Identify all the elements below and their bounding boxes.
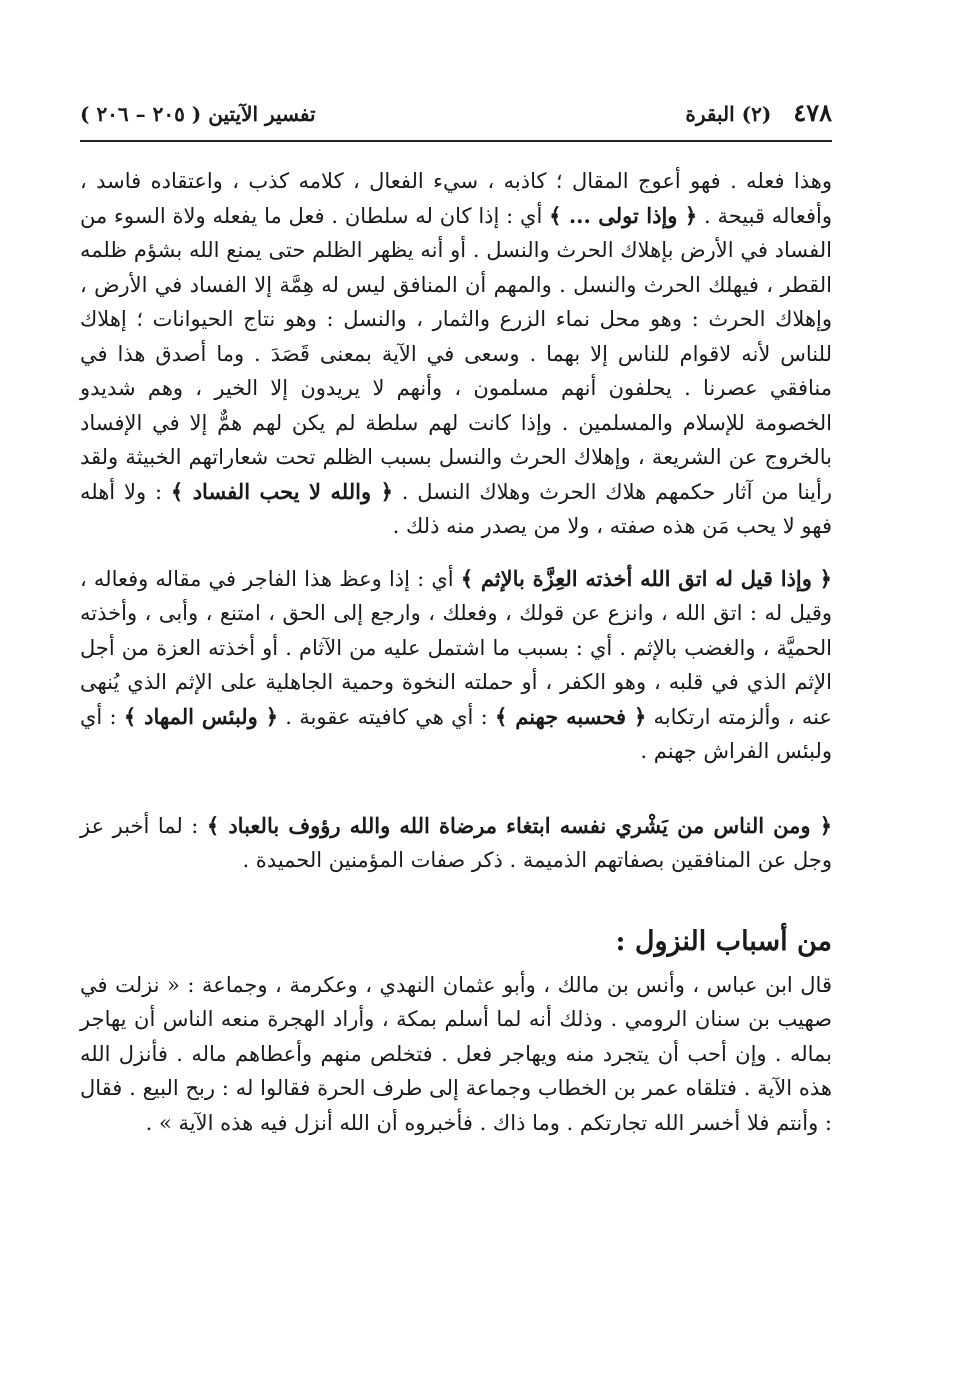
quran-quote: ﴿ فحسبه جهنم ﴾ (495, 703, 647, 729)
text-run: : أي ولبئس الفراش جهنم . (80, 704, 832, 763)
text-run: وهذا فعله . فهو أعوج المقال ؛ كاذبه ، سيء الفعال ، كلامه كذب ، واعتقاده فاسد ، وأفعاله قبيحة . (80, 169, 832, 228)
page-number: ٤٧٨ (793, 98, 832, 127)
header-right (685, 98, 832, 127)
quran-quote: ﴿ وإذا تولى ... ﴾ (549, 202, 698, 228)
quran-quote: ﴿ ومن الناس من يَشْري نفسه ابتغاء مرضاة الله والله رؤوف بالعباد ﴾ (206, 812, 833, 838)
section-title: تفسير الآيتين ( ٢٠٥ – ٢٠٦ ) (80, 102, 316, 126)
text-run: : لما أخبر عز وجل عن المنافقين بصفاتهم الذميمة . ذكر صفات المؤمنين الحميدة . (80, 813, 832, 872)
surah-name: (٢) البقرة (685, 102, 772, 126)
text-run: : ولا أهله فهو لا يحب مَن هذه صفته ، ولا من يصدر منه ذلك . (80, 479, 832, 538)
quran-quote: ﴿ وإذا قيل له اتق الله أخذته العِزَّة بالإثم ﴾ (460, 565, 832, 591)
quran-quote: ﴿ والله لا يحب الفساد ﴾ (170, 478, 393, 504)
quran-quote: ﴿ ولبئس المهاد ﴾ (123, 703, 279, 729)
paragraph-1 (80, 164, 832, 544)
text-run: أي : إذا كان له سلطان . فعل ما يفعله ولاة السوء من الفساد في الأرض بإهلاك الحرث والنسل . أو أنه يظهر الظلم حتى يمنع الله بشؤم ظلمه القطر ، فيهلك الحرث والنسل . والمهم أن المنافق ليس له هِمَّة إلا الفساد في الأرض ، وإهلاك الحرث : وهو محل نماء الزرع والثمار ، والنسل : وهو نتاج الحيوانات ؛ إهلاك للناس لأنه لاقوام للناس إلا بهما . وسعى في الآية بمعنى قَصَدَ . وما أصدق هذا في منافقي عصرنا . يحلفون أنهم مسلمون ، وأنهم لا يريدون إلا الخير ، وهم شديدو الخصومة للإسلام والمسلمين . وإذا كانت لهم سلطة لم يكن لهم همٌّ إلا في الإفساد بالخروج عن الشريعة ، وإهلاك الحرث والنسل بسبب الظلم تحت شعاراتهم الخبيثة ولقد رأينا من آثار حكمهم هلاك الحرث وهلاك النسل . (80, 203, 832, 504)
book-page (80, 98, 832, 1140)
paragraph-4: قال ابن عباس ، وأنس بن مالك ، وأبو عثمان النهدي ، وعكرمة ، وجماعة : « نزلت في صهيب بن سنان الرومي . وذلك أنه لما أسلم بمكة ، وأراد الهجرة منعه الناس أن يهاجر بماله . وإن أحب أن يتجرد منه ويهاجر فعل . فتخلص منهم وأعطاهم ماله . فأنزل الله هذه الآية . فتلقاه عمر بن الخطاب وجماعة إلى طرف الحرة فقالوا له : ربح البيع . فقال : وأنتم فلا أخسر الله تجارتكم . وما ذاك . فأخبروه أن الله أنزل فيه هذه الآية » . (80, 972, 832, 1135)
section-heading: من أسباب النزول : (615, 925, 832, 957)
running-header (80, 98, 832, 134)
text-run: أي : إذا وعظ هذا الفاجر في مقاله وفعاله ، وقيل له : اتق الله ، وانزع عن قولك ، وفعلك ، وارجع إلى الحق ، امتنع ، وأبى ، وأخذته الحميَّة ، والغضب بالإثم . أي : بسبب ما اشتمل عليه من الآثام . أو أخذته العزة من أجل الإثم الذي في قلبه ، وهو الكفر ، أو حملته النخوة وحمية الجاهلية على الإثم الذي يُنهى عنه ، وألزمته ارتكابه (80, 566, 832, 729)
header-rule (80, 140, 832, 142)
paragraph-2 (80, 562, 832, 769)
paragraph-3 (80, 809, 832, 878)
text-run: : أي هي كافيته عقوبة . (278, 704, 496, 729)
